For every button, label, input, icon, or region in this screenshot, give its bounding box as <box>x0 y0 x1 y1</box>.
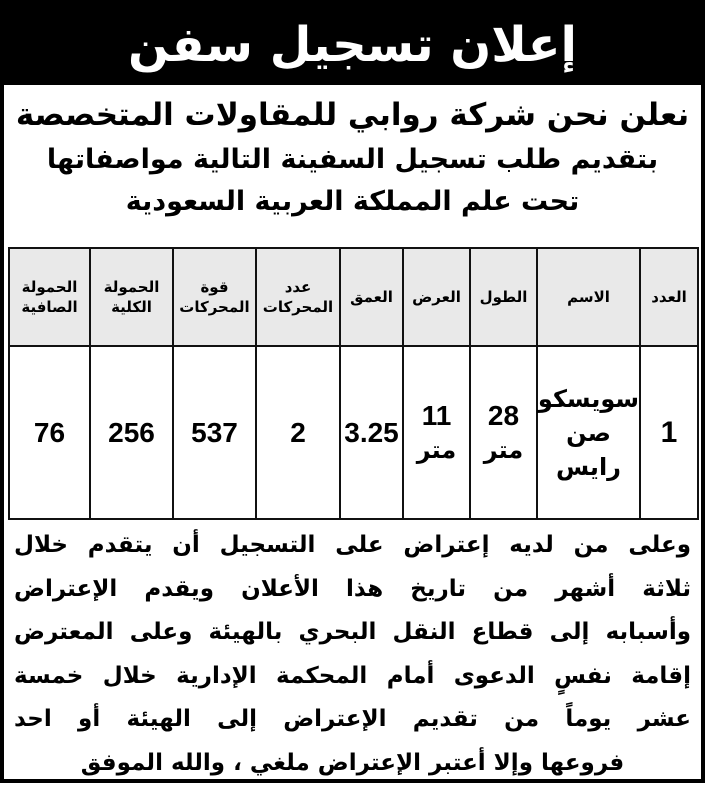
header-count: العدد <box>640 248 698 346</box>
ship-name-line-2: صن <box>538 416 639 450</box>
width-value: 11 <box>422 400 452 431</box>
ship-name-line-3: رايس <box>538 450 639 484</box>
table-body <box>9 346 698 519</box>
header-name: الاسم <box>537 248 640 346</box>
header-gross-tonnage-line-1: الحمولة <box>91 277 172 297</box>
header-engines-count <box>256 248 340 346</box>
cell-gross-tonnage: 256 <box>90 346 173 519</box>
header-engines-power-line-2: المحركات <box>174 297 255 317</box>
cell-length <box>470 346 537 519</box>
notice-line-2: ثلاثة أشهر من تاريخ هذا الأعلان ويقدم الإعتراض <box>14 568 691 612</box>
header-engines-count-line-2: المحركات <box>257 297 339 317</box>
header-length: الطول <box>470 248 537 346</box>
cell-ship-name <box>537 346 640 519</box>
cell-engines-power: 537 <box>173 346 256 519</box>
notice-line-4: إقامة نفسٍ الدعوى أمام المحكمة الإدارية خلال خمسة <box>14 655 691 699</box>
table-header <box>9 248 698 346</box>
table-row <box>9 346 698 519</box>
announcement-title: إعلان تسجيل سفن <box>128 21 577 69</box>
cell-width <box>403 346 470 519</box>
cell-net-tonnage: 76 <box>9 346 90 519</box>
intro-block <box>4 92 701 222</box>
cell-depth: 3.25 <box>340 346 403 519</box>
header-engines-count-line-1: عدد <box>257 277 339 297</box>
intro-line-1: نعلن نحن شركة روابي للمقاولات المتخصصة <box>4 92 701 138</box>
header-gross-tonnage <box>90 248 173 346</box>
header-width: العرض <box>403 248 470 346</box>
header-row <box>9 248 698 346</box>
cell-engines-count: 2 <box>256 346 340 519</box>
header-net-tonnage-line-1: الحمولة <box>10 277 89 297</box>
length-value: 28 <box>488 400 519 431</box>
header-net-tonnage-line-2: الصافية <box>10 297 89 317</box>
ship-specs-table <box>8 247 699 520</box>
header-engines-power-line-1: قوة <box>174 277 255 297</box>
notice-line-3: وأسبابه إلى قطاع النقل البحري بالهيئة وعلى المعترض <box>14 611 691 655</box>
length-unit: متر <box>471 433 536 467</box>
objection-notice <box>4 524 701 785</box>
cell-count: 1 <box>640 346 698 519</box>
header-gross-tonnage-line-2: الكلية <box>91 297 172 317</box>
ship-name-line-1: سويسكو <box>538 382 639 416</box>
intro-line-3: تحت علم المملكة العربية السعودية <box>4 182 701 222</box>
header-net-tonnage <box>9 248 90 346</box>
notice-line-6: فروعها وإلا أعتبر الإعتراض ملغي ، والله الموفق <box>14 742 691 785</box>
notice-line-5: عشر يوماً من تقديم الإعتراض إلى الهيئة أو احد <box>14 698 691 742</box>
header-engines-power <box>173 248 256 346</box>
intro-line-2: بتقديم طلب تسجيل السفينة التالية مواصفاتها <box>4 138 701 182</box>
width-unit: متر <box>404 433 469 467</box>
notice-line-1: وعلى من لديه إعتراض على التسجيل أن يتقدم خلال <box>14 524 691 568</box>
header-depth: العمق <box>340 248 403 346</box>
title-banner <box>4 4 701 85</box>
